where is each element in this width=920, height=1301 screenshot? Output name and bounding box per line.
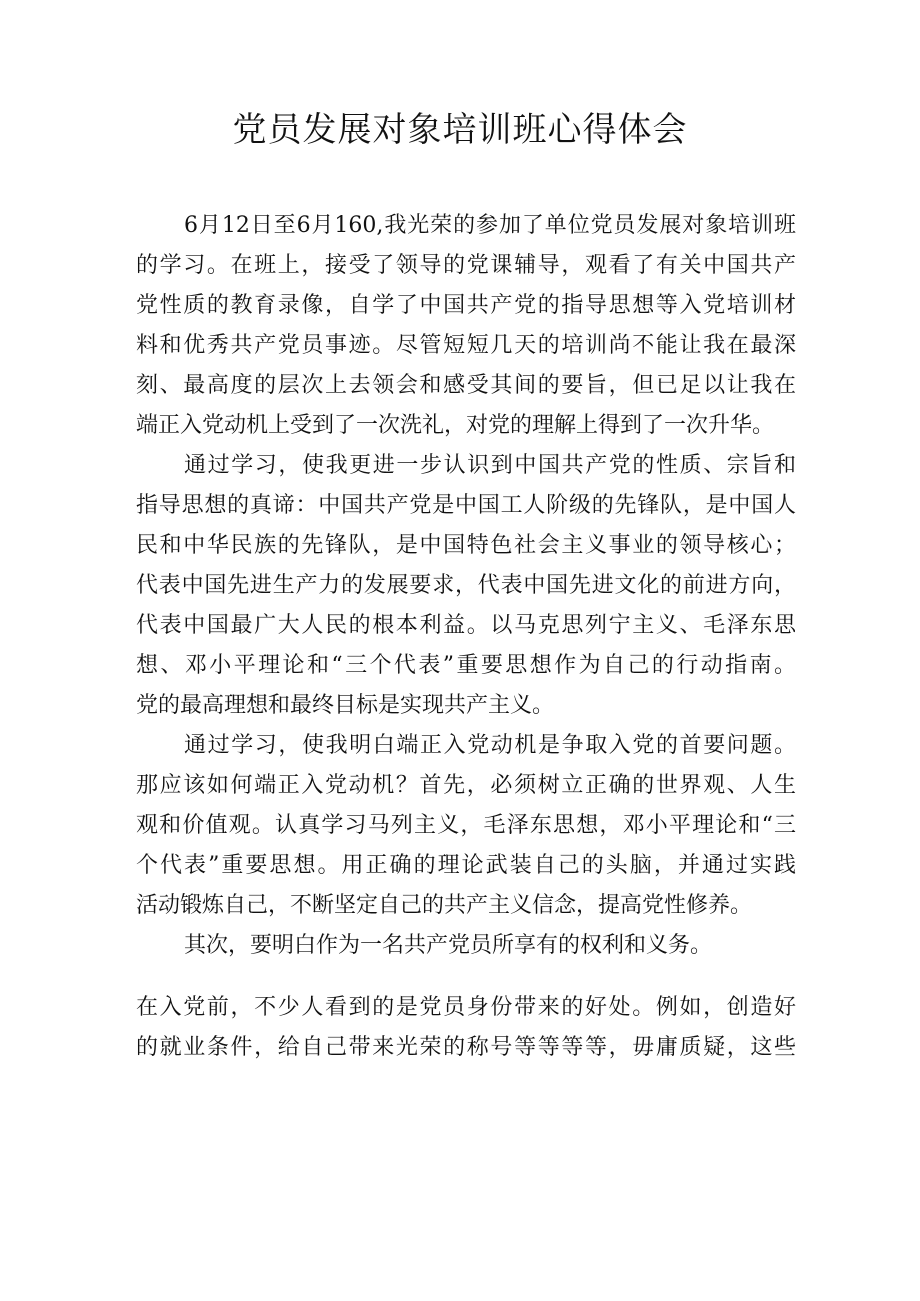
text-line: 6月12日至6月160,我光荣的参加了单位党员发展对象培训班 — [184, 213, 796, 238]
text-line: 代表中国最广大人民的根本利益。以马克思列宁主义、毛泽东思 — [136, 613, 796, 638]
text-line: 料和优秀共产党员事迹。尽管短短几天的培训尚不能让我在最深 — [136, 333, 796, 358]
document-title: 党员发展对象培训班心得体会 — [232, 110, 688, 150]
text-line: 在入党前，不少人看到的是党员身份带来的好处。例如，创造好 — [136, 995, 796, 1020]
text-line: 党性质的教育录像，自学了中国共产党的指导思想等入党培训材 — [136, 293, 796, 318]
text-line: 指导思想的真谛：中国共产党是中国工人阶级的先锋队，是中国人 — [136, 493, 796, 518]
paragraph — [136, 446, 796, 726]
text-line: 其次，要明白作为一名共产党员所享有的权利和义务。 — [184, 933, 713, 958]
paragraph — [136, 726, 796, 926]
text-line: 的就业条件，给自己带来光荣的称号等等等等，毋庸质疑，这些 — [136, 1035, 796, 1060]
text-line: 刻、最高度的层次上去领会和感受其间的要旨，但已足以让我在 — [136, 373, 796, 398]
document-body — [136, 206, 796, 1068]
text-line: 的学习。在班上，接受了领导的党课辅导，观看了有关中国共产 — [136, 253, 796, 278]
text-line: 观和价值观。认真学习马列主义，毛泽东思想，邓小平理论和“三 — [136, 813, 796, 838]
text-line: 个代表”重要思想。用正确的理论武装自己的头脑，并通过实践 — [136, 853, 796, 878]
text-line: 党的最高理想和最终目标是实现共产主义。 — [136, 693, 555, 718]
paragraph-gap — [136, 966, 796, 988]
text-line: 想、邓小平理论和“三个代表”重要思想作为自己的行动指南。 — [136, 653, 796, 678]
text-line: 那应该如何端正入党动机？首先，必须树立正确的世界观、人生 — [136, 773, 796, 798]
paragraph — [136, 926, 796, 966]
text-line: 通过学习，使我明白端正入党动机是争取入党的首要问题。 — [184, 733, 796, 758]
text-line: 活动锻炼自己，不断坚定自己的共产主义信念，提高党性修养。 — [136, 893, 753, 918]
text-line: 端正入党动机上受到了一次洗礼，对党的理解上得到了一次升华。 — [136, 413, 775, 438]
paragraph — [136, 206, 796, 446]
text-line: 代表中国先进生产力的发展要求，代表中国先进文化的前进方向， — [136, 573, 796, 598]
text-line: 通过学习，使我更进一步认识到中国共产党的性质、宗旨和 — [184, 453, 796, 478]
text-line: 民和中华民族的先锋队，是中国特色社会主义事业的领导核心； — [136, 533, 796, 558]
paragraph — [136, 988, 796, 1068]
